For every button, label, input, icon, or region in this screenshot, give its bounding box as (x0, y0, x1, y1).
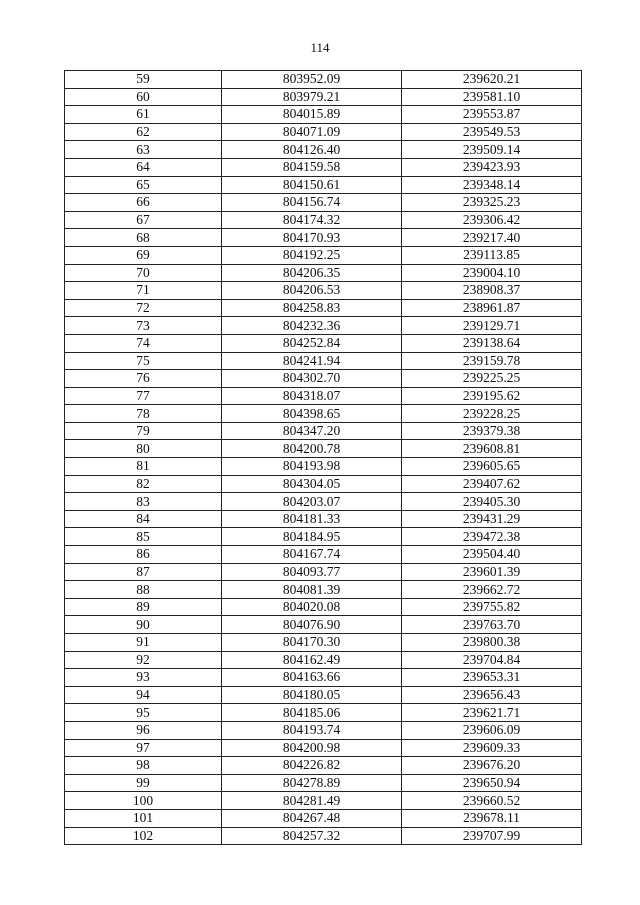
y-coordinate-cell: 239763.70 (402, 616, 582, 634)
point-number-cell: 89 (65, 598, 222, 616)
x-coordinate-cell: 803979.21 (222, 88, 402, 106)
table-row (65, 440, 582, 458)
y-coordinate-cell: 239660.52 (402, 792, 582, 810)
table-row (65, 634, 582, 652)
x-coordinate-cell: 804162.49 (222, 651, 402, 669)
point-number-cell: 90 (65, 616, 222, 634)
table-row (65, 299, 582, 317)
y-coordinate-cell: 239676.20 (402, 757, 582, 775)
y-coordinate-cell: 238961.87 (402, 299, 582, 317)
x-coordinate-cell: 804302.70 (222, 370, 402, 388)
x-coordinate-cell: 804304.05 (222, 475, 402, 493)
y-coordinate-cell: 239504.40 (402, 546, 582, 564)
y-coordinate-cell: 239609.33 (402, 739, 582, 757)
table-row (65, 422, 582, 440)
table-row (65, 317, 582, 335)
point-number-cell: 98 (65, 757, 222, 775)
x-coordinate-cell: 804076.90 (222, 616, 402, 634)
table-row (65, 458, 582, 476)
y-coordinate-cell: 239601.39 (402, 563, 582, 581)
y-coordinate-cell: 239129.71 (402, 317, 582, 335)
y-coordinate-cell: 239656.43 (402, 686, 582, 704)
table-row (65, 405, 582, 423)
x-coordinate-cell: 804347.20 (222, 422, 402, 440)
x-coordinate-cell: 804398.65 (222, 405, 402, 423)
point-number-cell: 100 (65, 792, 222, 810)
x-coordinate-cell: 804015.89 (222, 106, 402, 124)
page-number: 114 (310, 40, 330, 55)
table-row (65, 246, 582, 264)
table-row (65, 158, 582, 176)
point-number-cell: 95 (65, 704, 222, 722)
table-row (65, 282, 582, 300)
y-coordinate-cell: 239553.87 (402, 106, 582, 124)
table-row (65, 792, 582, 810)
point-number-cell: 71 (65, 282, 222, 300)
point-number-cell: 97 (65, 739, 222, 757)
y-coordinate-cell: 239138.64 (402, 334, 582, 352)
table-row (65, 370, 582, 388)
table-row (65, 528, 582, 546)
point-number-cell: 76 (65, 370, 222, 388)
coordinates-table-body (65, 71, 582, 845)
y-coordinate-cell: 239004.10 (402, 264, 582, 282)
x-coordinate-cell: 804181.33 (222, 510, 402, 528)
point-number-cell: 85 (65, 528, 222, 546)
table-row (65, 546, 582, 564)
y-coordinate-cell: 239225.25 (402, 370, 582, 388)
y-coordinate-cell: 239348.14 (402, 176, 582, 194)
x-coordinate-cell: 804203.07 (222, 493, 402, 511)
y-coordinate-cell: 239800.38 (402, 634, 582, 652)
y-coordinate-cell: 239704.84 (402, 651, 582, 669)
point-number-cell: 99 (65, 774, 222, 792)
x-coordinate-cell: 804180.05 (222, 686, 402, 704)
table-row (65, 71, 582, 89)
y-coordinate-cell: 239472.38 (402, 528, 582, 546)
x-coordinate-cell: 804163.66 (222, 669, 402, 687)
table-row (65, 809, 582, 827)
y-coordinate-cell: 239423.93 (402, 158, 582, 176)
x-coordinate-cell: 804226.82 (222, 757, 402, 775)
point-number-cell: 101 (65, 809, 222, 827)
y-coordinate-cell: 239678.11 (402, 809, 582, 827)
y-coordinate-cell: 239620.21 (402, 71, 582, 89)
y-coordinate-cell: 239405.30 (402, 493, 582, 511)
y-coordinate-cell: 239113.85 (402, 246, 582, 264)
point-number-cell: 102 (65, 827, 222, 845)
x-coordinate-cell: 804167.74 (222, 546, 402, 564)
x-coordinate-cell: 804258.83 (222, 299, 402, 317)
table-row (65, 651, 582, 669)
point-number-cell: 92 (65, 651, 222, 669)
table-row (65, 176, 582, 194)
table-row (65, 598, 582, 616)
x-coordinate-cell: 804200.78 (222, 440, 402, 458)
table-row (65, 757, 582, 775)
point-number-cell: 79 (65, 422, 222, 440)
table-row (65, 721, 582, 739)
x-coordinate-cell: 804020.08 (222, 598, 402, 616)
point-number-cell: 73 (65, 317, 222, 335)
x-coordinate-cell: 804170.30 (222, 634, 402, 652)
point-number-cell: 75 (65, 352, 222, 370)
table-row (65, 264, 582, 282)
point-number-cell: 78 (65, 405, 222, 423)
point-number-cell: 66 (65, 194, 222, 212)
point-number-cell: 96 (65, 721, 222, 739)
table-row (65, 352, 582, 370)
point-number-cell: 86 (65, 546, 222, 564)
table-row (65, 510, 582, 528)
table-row (65, 211, 582, 229)
table-row (65, 493, 582, 511)
point-number-cell: 81 (65, 458, 222, 476)
y-coordinate-cell: 239228.25 (402, 405, 582, 423)
x-coordinate-cell: 804170.93 (222, 229, 402, 247)
y-coordinate-cell: 239605.65 (402, 458, 582, 476)
x-coordinate-cell: 804193.74 (222, 721, 402, 739)
x-coordinate-cell: 804184.95 (222, 528, 402, 546)
table-row (65, 581, 582, 599)
table-row (65, 475, 582, 493)
y-coordinate-cell: 239431.29 (402, 510, 582, 528)
y-coordinate-cell: 239306.42 (402, 211, 582, 229)
table-row (65, 387, 582, 405)
point-number-cell: 74 (65, 334, 222, 352)
x-coordinate-cell: 804267.48 (222, 809, 402, 827)
y-coordinate-cell: 239549.53 (402, 123, 582, 141)
coordinates-table (64, 70, 582, 845)
y-coordinate-cell: 239325.23 (402, 194, 582, 212)
table-row (65, 669, 582, 687)
point-number-cell: 67 (65, 211, 222, 229)
table-row (65, 194, 582, 212)
x-coordinate-cell: 804278.89 (222, 774, 402, 792)
x-coordinate-cell: 804241.94 (222, 352, 402, 370)
y-coordinate-cell: 239707.99 (402, 827, 582, 845)
x-coordinate-cell: 804281.49 (222, 792, 402, 810)
x-coordinate-cell: 804206.35 (222, 264, 402, 282)
point-number-cell: 87 (65, 563, 222, 581)
y-coordinate-cell: 239755.82 (402, 598, 582, 616)
y-coordinate-cell: 239159.78 (402, 352, 582, 370)
y-coordinate-cell: 239662.72 (402, 581, 582, 599)
point-number-cell: 61 (65, 106, 222, 124)
point-number-cell: 82 (65, 475, 222, 493)
y-coordinate-cell: 239407.62 (402, 475, 582, 493)
point-number-cell: 59 (65, 71, 222, 89)
y-coordinate-cell: 239217.40 (402, 229, 582, 247)
x-coordinate-cell: 804206.53 (222, 282, 402, 300)
x-coordinate-cell: 803952.09 (222, 71, 402, 89)
y-coordinate-cell: 238908.37 (402, 282, 582, 300)
x-coordinate-cell: 804159.58 (222, 158, 402, 176)
point-number-cell: 80 (65, 440, 222, 458)
table-row (65, 123, 582, 141)
table-row (65, 334, 582, 352)
x-coordinate-cell: 804318.07 (222, 387, 402, 405)
y-coordinate-cell: 239379.38 (402, 422, 582, 440)
x-coordinate-cell: 804200.98 (222, 739, 402, 757)
point-number-cell: 65 (65, 176, 222, 194)
y-coordinate-cell: 239653.31 (402, 669, 582, 687)
x-coordinate-cell: 804232.36 (222, 317, 402, 335)
x-coordinate-cell: 804071.09 (222, 123, 402, 141)
y-coordinate-cell: 239581.10 (402, 88, 582, 106)
x-coordinate-cell: 804257.32 (222, 827, 402, 845)
y-coordinate-cell: 239621.71 (402, 704, 582, 722)
point-number-cell: 91 (65, 634, 222, 652)
point-number-cell: 93 (65, 669, 222, 687)
point-number-cell: 68 (65, 229, 222, 247)
point-number-cell: 72 (65, 299, 222, 317)
x-coordinate-cell: 804185.06 (222, 704, 402, 722)
table-row (65, 88, 582, 106)
table-row (65, 106, 582, 124)
point-number-cell: 69 (65, 246, 222, 264)
point-number-cell: 77 (65, 387, 222, 405)
point-number-cell: 62 (65, 123, 222, 141)
x-coordinate-cell: 804150.61 (222, 176, 402, 194)
y-coordinate-cell: 239509.14 (402, 141, 582, 159)
table-row (65, 827, 582, 845)
x-coordinate-cell: 804252.84 (222, 334, 402, 352)
table-row (65, 563, 582, 581)
table-row (65, 774, 582, 792)
table-row (65, 686, 582, 704)
table-row (65, 739, 582, 757)
table-row (65, 229, 582, 247)
y-coordinate-cell: 239195.62 (402, 387, 582, 405)
x-coordinate-cell: 804174.32 (222, 211, 402, 229)
point-number-cell: 83 (65, 493, 222, 511)
table-row (65, 704, 582, 722)
point-number-cell: 64 (65, 158, 222, 176)
y-coordinate-cell: 239606.09 (402, 721, 582, 739)
x-coordinate-cell: 804193.98 (222, 458, 402, 476)
point-number-cell: 94 (65, 686, 222, 704)
y-coordinate-cell: 239608.81 (402, 440, 582, 458)
x-coordinate-cell: 804081.39 (222, 581, 402, 599)
table-row (65, 616, 582, 634)
point-number-cell: 84 (65, 510, 222, 528)
x-coordinate-cell: 804192.25 (222, 246, 402, 264)
table-row (65, 141, 582, 159)
x-coordinate-cell: 804126.40 (222, 141, 402, 159)
point-number-cell: 63 (65, 141, 222, 159)
point-number-cell: 60 (65, 88, 222, 106)
x-coordinate-cell: 804093.77 (222, 563, 402, 581)
x-coordinate-cell: 804156.74 (222, 194, 402, 212)
point-number-cell: 70 (65, 264, 222, 282)
point-number-cell: 88 (65, 581, 222, 599)
y-coordinate-cell: 239650.94 (402, 774, 582, 792)
